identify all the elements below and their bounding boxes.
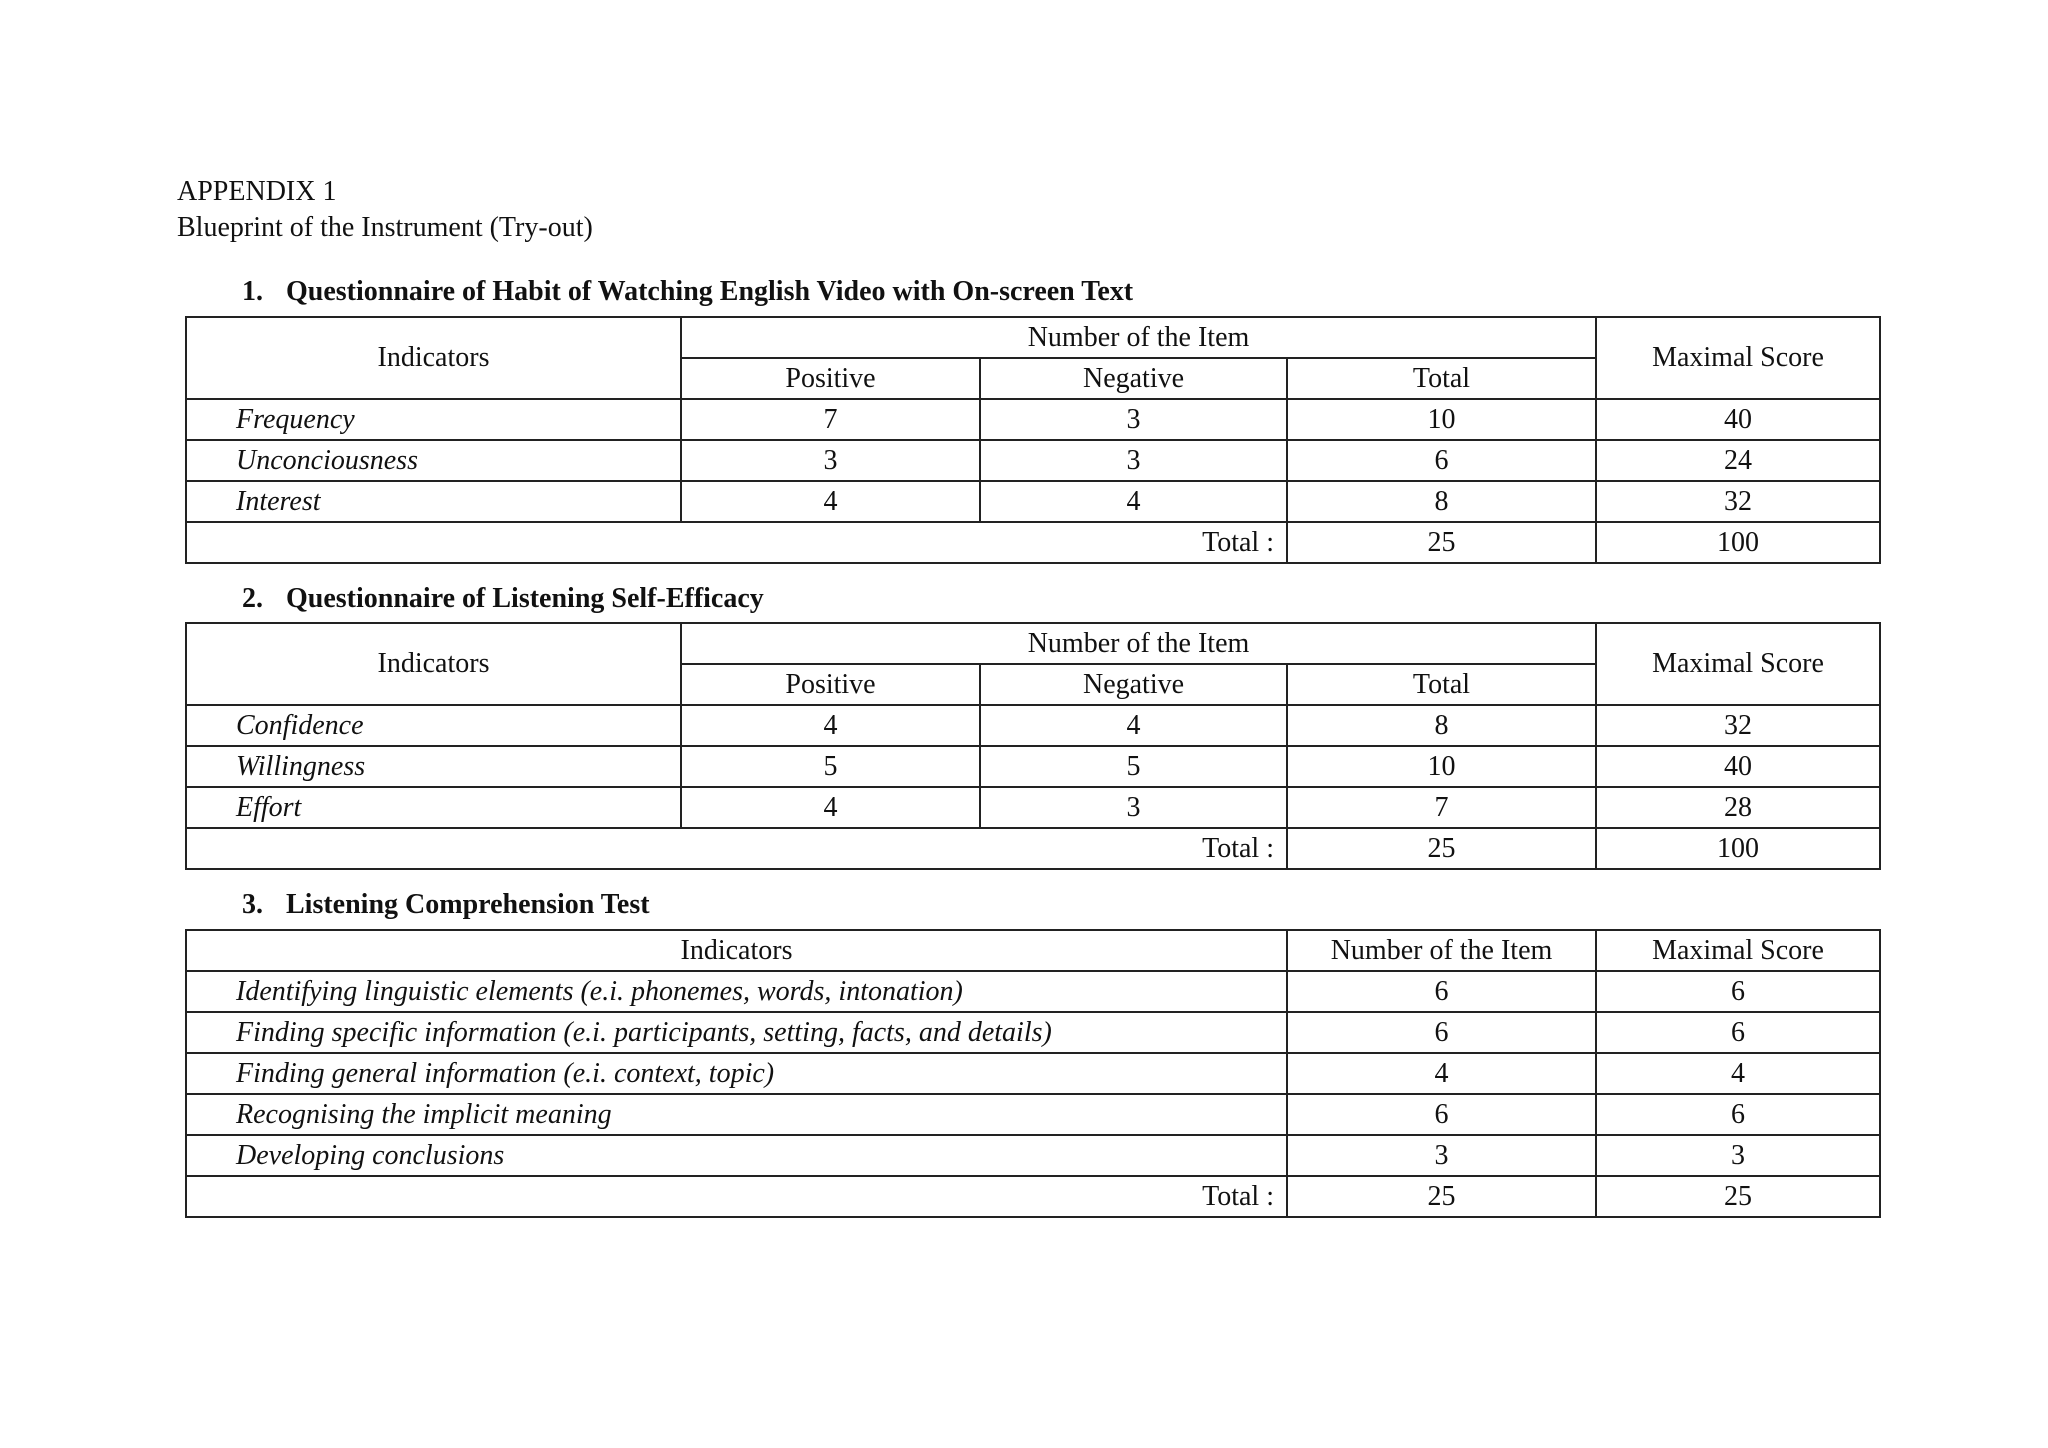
max-score-cell: 3 [1596,1135,1880,1176]
positive-cell: 3 [681,440,980,481]
total-header: Total [1287,664,1596,705]
listening-test-table [185,929,1881,1218]
table-header-row [186,623,1880,664]
indicators-header: Indicators [186,930,1287,971]
max-score-cell: 40 [1596,399,1880,440]
table-row [186,1094,1880,1135]
habit-questionnaire-table [185,316,1881,564]
positive-header: Positive [681,358,980,399]
section-3-title-text: Listening Comprehension Test [286,889,650,920]
items-cell: 6 [1287,1094,1596,1135]
negative-header: Negative [980,358,1287,399]
table-total-row [186,828,1880,869]
indicator-cell: Willingness [186,746,681,787]
positive-cell: 5 [681,746,980,787]
table-header-row [186,317,1880,358]
document-subtitle: Blueprint of the Instrument (Try-out) [177,212,593,243]
table-row [186,440,1880,481]
table-total-row [186,522,1880,563]
grand-max-cell: 25 [1596,1176,1880,1217]
maximal-score-header: Maximal Score [1596,623,1880,705]
items-cell: 3 [1287,1135,1596,1176]
indicators-header: Indicators [186,623,681,705]
positive-cell: 4 [681,787,980,828]
indicators-header: Indicators [186,317,681,399]
total-label: Total : [186,1176,1287,1217]
section-3-number: 3. [242,889,263,920]
positive-cell: 7 [681,399,980,440]
indicator-cell: Frequency [186,399,681,440]
max-score-cell: 6 [1596,1012,1880,1053]
self-efficacy-questionnaire-table [185,622,1881,870]
table-total-row [186,1176,1880,1217]
table-row [186,746,1880,787]
grand-items-cell: 25 [1287,1176,1596,1217]
section-2-title-text: Questionnaire of Listening Self-Efficacy [286,583,764,614]
total-cell: 6 [1287,440,1596,481]
indicator-cell: Interest [186,481,681,522]
table-row [186,705,1880,746]
indicator-cell: Unconciousness [186,440,681,481]
number-of-item-header: Number of the Item [681,317,1596,358]
section-1-title [242,274,1133,310]
total-header: Total [1287,358,1596,399]
indicator-cell: Developing conclusions [186,1135,1287,1176]
grand-max-cell: 100 [1596,828,1880,869]
max-score-cell: 24 [1596,440,1880,481]
negative-cell: 4 [980,481,1287,522]
total-cell: 10 [1287,399,1596,440]
total-cell: 8 [1287,481,1596,522]
table-row [186,971,1880,1012]
negative-header: Negative [980,664,1287,705]
table-header-row [186,930,1880,971]
maximal-score-header: Maximal Score [1596,317,1880,399]
items-cell: 6 [1287,1012,1596,1053]
grand-max-cell: 100 [1596,522,1880,563]
negative-cell: 5 [980,746,1287,787]
negative-cell: 3 [980,440,1287,481]
table-row [186,1012,1880,1053]
table-row [186,481,1880,522]
number-of-item-header: Number of the Item [1287,930,1596,971]
grand-total-cell: 25 [1287,828,1596,869]
section-2-title [242,581,764,617]
appendix-label: APPENDIX 1 [177,176,337,207]
indicator-cell: Finding specific information (e.i. participants, setting, facts, and details) [186,1012,1287,1053]
table-row [186,399,1880,440]
section-2-number: 2. [242,583,263,614]
section-3-title [242,887,650,923]
negative-cell: 3 [980,399,1287,440]
max-score-cell: 28 [1596,787,1880,828]
items-cell: 4 [1287,1053,1596,1094]
max-score-cell: 32 [1596,705,1880,746]
negative-cell: 3 [980,787,1287,828]
positive-cell: 4 [681,705,980,746]
indicator-cell: Identifying linguistic elements (e.i. phonemes, words, intonation) [186,971,1287,1012]
section-1-title-text: Questionnaire of Habit of Watching English Video with On-screen Text [286,276,1134,307]
positive-header: Positive [681,664,980,705]
total-cell: 10 [1287,746,1596,787]
indicator-cell: Recognising the implicit meaning [186,1094,1287,1135]
grand-total-cell: 25 [1287,522,1596,563]
max-score-cell: 40 [1596,746,1880,787]
total-label: Total : [186,522,1287,563]
number-of-item-header: Number of the Item [681,623,1596,664]
max-score-cell: 6 [1596,971,1880,1012]
indicator-cell: Finding general information (e.i. context, topic) [186,1053,1287,1094]
table-row [186,787,1880,828]
indicator-cell: Effort [186,787,681,828]
positive-cell: 4 [681,481,980,522]
items-cell: 6 [1287,971,1596,1012]
total-cell: 7 [1287,787,1596,828]
table-row [186,1053,1880,1094]
section-1-number: 1. [242,276,263,307]
maximal-score-header: Maximal Score [1596,930,1880,971]
max-score-cell: 6 [1596,1094,1880,1135]
indicator-cell: Confidence [186,705,681,746]
total-cell: 8 [1287,705,1596,746]
total-label: Total : [186,828,1287,869]
max-score-cell: 32 [1596,481,1880,522]
table-row [186,1135,1880,1176]
negative-cell: 4 [980,705,1287,746]
max-score-cell: 4 [1596,1053,1880,1094]
